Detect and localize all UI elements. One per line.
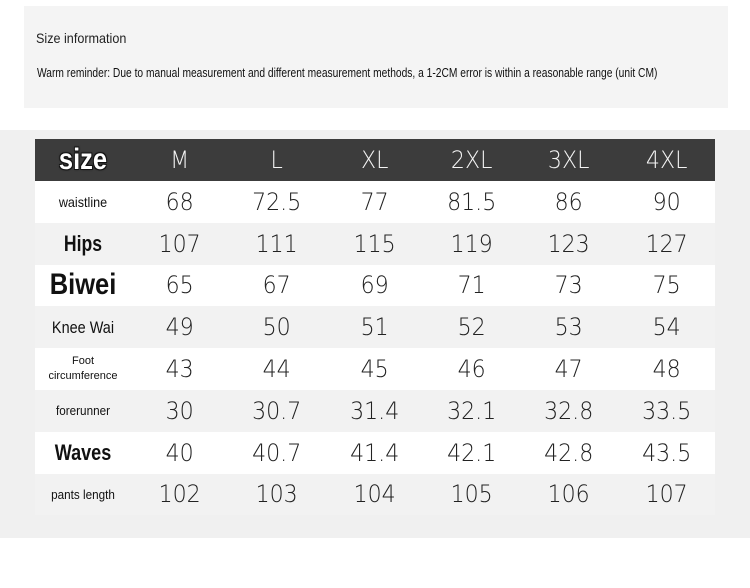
table-row-foot	[35, 348, 715, 390]
table-cell: 67	[262, 271, 292, 300]
table-cell: 43.5	[641, 438, 691, 467]
measurement-note: Warm reminder: Due to manual measurement and different measurement methods, a 1-2CM error is within a reasonable range (unit CM)	[37, 66, 658, 80]
size-col-m: M	[170, 146, 190, 174]
table-cell: 53	[554, 313, 584, 342]
table-cell: 46	[457, 355, 486, 384]
table-cell: 104	[353, 480, 396, 509]
table-cell: 42.8	[544, 438, 594, 467]
table-cell: 106	[547, 480, 591, 509]
header-band	[0, 0, 750, 120]
size-info-title: Size information	[36, 30, 127, 46]
table-cell: 81.5	[447, 187, 497, 216]
table-header-row	[35, 139, 715, 181]
table-cell: 105	[450, 480, 493, 509]
table-cell: 71	[457, 271, 486, 300]
row-label: Knee Wai	[51, 317, 115, 337]
table-cell: 68	[165, 187, 194, 216]
table-cell: 49	[165, 313, 194, 342]
table-cell: 103	[255, 480, 299, 509]
table-row-waistline	[35, 181, 715, 223]
table-cell: 32.8	[544, 396, 594, 425]
table-cell: 45	[360, 355, 389, 384]
row-label-line2: circumference	[48, 370, 118, 383]
table-cell: 32.1	[447, 396, 497, 425]
table-cell: 48	[652, 355, 681, 384]
row-label-line1: Foot	[71, 354, 94, 367]
table-cell: 40.7	[252, 438, 302, 467]
row-label: waistline	[58, 193, 108, 210]
table-cell: 102	[158, 480, 201, 509]
table-cell: 33.5	[641, 396, 691, 425]
table-cell: 107	[158, 229, 201, 258]
table-cell: 90	[652, 187, 681, 216]
table-cell: 30.7	[252, 396, 302, 425]
table-cell: 72.5	[252, 187, 302, 216]
table-cell: 50	[262, 313, 292, 342]
table-cell: 47	[554, 355, 584, 384]
table-cell: 75	[652, 271, 681, 300]
table-cell: 86	[554, 187, 584, 216]
table-cell: 43	[165, 355, 194, 384]
row-label: Biwei	[49, 268, 117, 302]
table-cell: 42.1	[447, 438, 497, 467]
size-col-2xl: 2XL	[450, 146, 493, 174]
table-cell: 77	[360, 187, 389, 216]
row-label	[35, 354, 131, 385]
table-cell: 115	[353, 229, 396, 258]
table-row-waves	[35, 432, 715, 474]
size-chart-table	[35, 139, 715, 515]
table-cell: 65	[165, 271, 194, 300]
table-cell: 41.4	[349, 438, 399, 467]
table-cell: 119	[450, 229, 493, 258]
table-cell: 44	[262, 355, 292, 384]
table-cell: 69	[360, 271, 389, 300]
size-col-xl: XL	[360, 146, 389, 174]
table-row-forerunner	[35, 390, 715, 432]
size-col-l: L	[270, 146, 284, 174]
table-cell: 52	[457, 313, 486, 342]
table-cell: 127	[645, 229, 688, 258]
table-cell: 107	[645, 480, 688, 509]
table-cell: 54	[652, 313, 681, 342]
row-label: pants length	[51, 486, 115, 502]
table-cell: 40	[165, 438, 194, 467]
table-row-hips	[35, 223, 715, 265]
row-label: Hips	[63, 230, 103, 256]
table-cell: 111	[255, 229, 299, 258]
row-label: Waves	[54, 439, 112, 465]
size-col-4xl: 4XL	[645, 146, 688, 174]
table-row-knee	[35, 306, 715, 348]
table-cell: 123	[547, 229, 591, 258]
size-info-card	[24, 6, 728, 108]
table-row-pants-length	[35, 474, 715, 516]
row-label: forerunner	[56, 403, 110, 419]
table-cell: 51	[360, 313, 389, 342]
table-cell: 31.4	[349, 396, 399, 425]
table-row-biwei	[35, 265, 715, 307]
size-col-3xl: 3XL	[548, 146, 590, 174]
size-header-label: size	[58, 143, 108, 176]
table-cell: 30	[165, 396, 194, 425]
table-cell: 73	[554, 271, 584, 300]
